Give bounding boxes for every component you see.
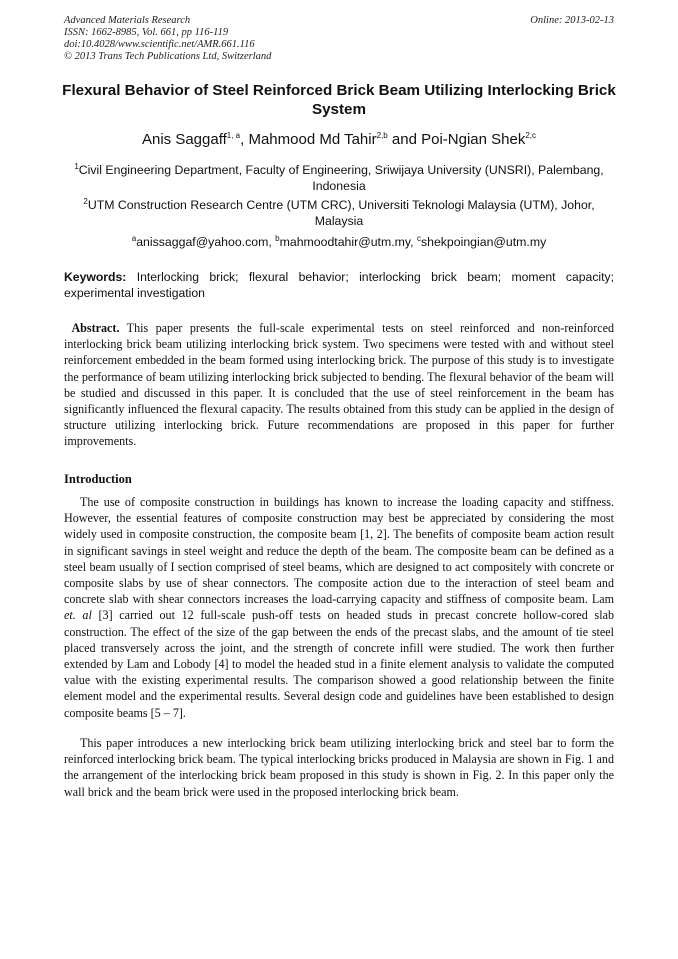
email-a[interactable]: anissaggaf@yahoo.com, — [136, 235, 276, 249]
abstract — [64, 320, 614, 450]
journal-name: Advanced Materials Research — [64, 15, 191, 26]
doi: doi:10.4028/www.scientific.net/AMR.661.116 — [64, 39, 255, 50]
affiliation-2 — [60, 198, 618, 229]
author-sep-2: and — [387, 131, 422, 148]
copyright: © 2013 Trans Tech Publications Ltd, Switzerland — [64, 51, 272, 62]
intro-p1-part-a: The use of composite construction in buildings has known to increase the loading capacity and stiffness. However, the essential features of composite construction may best be appreciated by considering the most widely used in composite construction, the composite beam [1, 2]. The benefits of composite beam action result in significant savings in steel weight and reduce the depth of the beam. The composite beam can be defined as a steel beam usually of I section comprised of steel beams, which are designed to act compositely with concrete or composite slabs by use of shear connectors. The composite action due to the interaction of steel beam and concrete slab with shear connectors increases the load-carrying capacity and stiffness of composite beam. Lam — [64, 495, 614, 607]
author-2-sup: 2,b — [376, 131, 388, 140]
email-list — [60, 235, 618, 251]
intro-p1-etal: et. al — [64, 608, 92, 623]
introduction-paragraph-2: This paper introduces a new interlocking brick beam utilizing interlocking brick and steel bar to form the reinforced interlocking brick beam. The typical interlocking bricks produced in Malaysia are shown in Fig. 1 and the arrangement of the interlocking brick beam proposed in this study is shown in Fig. 2. In this paper only the wall brick and the beam brick were used in the proposed interlocking brick beam. — [64, 736, 614, 799]
email-b[interactable]: mahmoodtahir@utm.my, — [279, 235, 417, 249]
email-a-sup: a — [131, 233, 137, 243]
issn: ISSN: 1662-8985, Vol. 661, pp 116-119 — [64, 27, 229, 38]
author-list — [60, 131, 618, 149]
keywords — [64, 270, 614, 301]
email-c[interactable]: shekpoingian@utm.my — [420, 235, 547, 249]
abstract-text: This paper presents the full-scale experimental tests on steel reinforced and non-reinforced interlocking brick beam utilizing interlocking brick system. Two specimens were tested with and without steel reinforcement embedded in the beam formed using interlocking brick. The purpose of this study is to investigate the performance of beam utilizing interlocking brick subjected to bending. The flexural behavior of the beam will be studied and discussed in this paper. It is concluded that the use of steel reinforcement in the beam has significantly influenced the flexural capacity. The results obtained from this study can be applied in the design of structure utilizing interlocking brick. Future recommendations are proposed in this paper for further improvements. — [64, 321, 614, 449]
online-date: Online: 2013-02-13 — [530, 15, 614, 26]
keywords-label: Keywords: — [64, 270, 127, 284]
affiliation-2-sup: 2 — [83, 196, 88, 206]
keywords-text: Interlocking brick; flexural behavior; interlocking brick beam; moment capacity; experimental investigation — [64, 270, 614, 300]
author-3-sup: 2,c — [525, 131, 536, 140]
paper-title: Flexural Behavior of Steel Reinforced Brick Beam Utilizing Interlocking Brick System — [62, 82, 616, 118]
abstract-label: Abstract. — [71, 321, 120, 335]
introduction-paragraph-1 — [64, 494, 614, 721]
journal-info — [64, 15, 271, 63]
email-b-sup: b — [275, 233, 280, 243]
affiliation-2-text: UTM Construction Research Centre (UTM CRC), Universiti Teknologi Malaysia (UTM), Johor, Malaysia — [87, 198, 595, 228]
intro-p1-part-b: [3] carried out 12 full-scale push-off tests on headed studs in precast concrete hollow-cored slab construction. The effect of the size of the gap between the ends of the precast slabs, and the amount of tie steel placed transversely across the joint, and the strength of concrete infill were studied. The work then further extended by Lam and Lobody [4] to model the headed stud in a finite element analysis to validate the computed value with the existing experimental results. The comparison showed a good relationship between the finite element model and the experimental results. Several design code and guidelines have been established to design composite beams [5 – 7]. — [64, 608, 614, 720]
introduction-heading: Introduction — [64, 472, 132, 486]
author-2: Mahmood Md Tahir — [248, 131, 377, 148]
author-1-sup: 1, a — [226, 131, 241, 140]
author-sep-1: , — [240, 131, 249, 148]
affiliation-1 — [60, 163, 618, 194]
author-1: Anis Saggaff — [141, 131, 227, 148]
affiliation-1-sup: 1 — [74, 161, 79, 171]
author-3: Poi-Ngian Shek — [421, 131, 526, 148]
affiliation-1-text: Civil Engineering Department, Faculty of Engineering, Sriwijaya University (UNSRI), Palembang, Indonesia — [78, 163, 604, 193]
email-c-sup: c — [416, 233, 421, 243]
